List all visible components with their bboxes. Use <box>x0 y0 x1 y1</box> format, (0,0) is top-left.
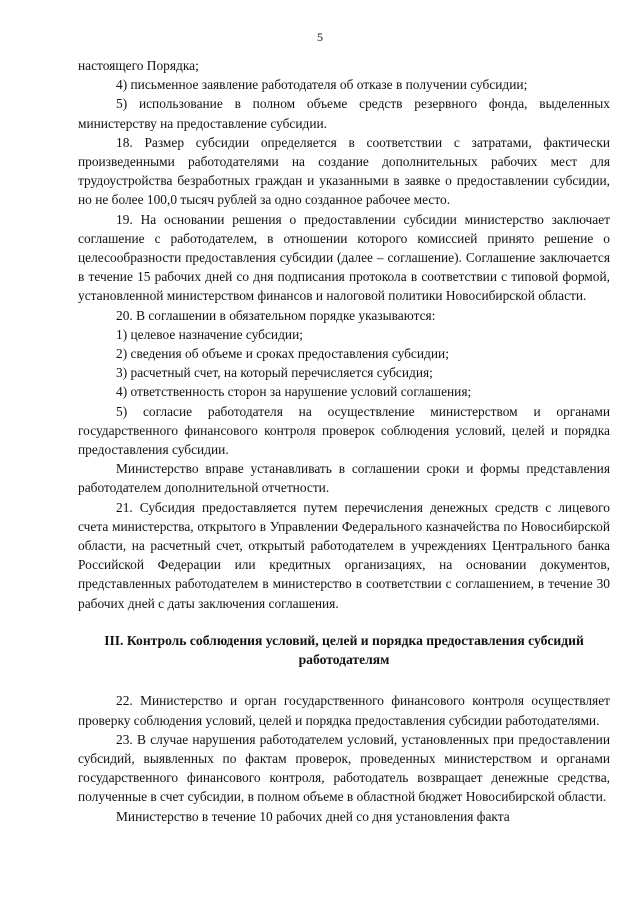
paragraph: настоящего Порядка; <box>78 58 199 73</box>
paragraphs-top <box>78 56 610 613</box>
document-body <box>78 56 610 826</box>
page-number: 5 <box>317 30 323 44</box>
paragraph: 20. В соглашении в обязательном порядке указываются: <box>116 307 436 323</box>
paragraph: 19. На основании решения о предоставлении субсидии министерство заключает соглашение с работодателем, в отношении которого комиссией принято решение о целесообразности предоставления субсидии (далее – соглашение). Соглашение заключается в течение 15 рабочих дней со дня подписания протокола в соответствии с типовой формой, установленной министерством финансов и налоговой политики Новосибирской области. <box>78 211 610 304</box>
paragraph: 21. Субсидия предоставляется путем перечисления денежных средств с лицевого счета министерства, открытого в Управлении Федерального казначейства по Новосибирской области, на расчетный счет, открытый работодателем в учреждениях Центрального банка Российской Федерации или кредитных организациях, на основании документов, представленных работодателем в министерство в соответствии с соглашением, в течение 30 рабочих дней с даты заключения соглашения. <box>78 499 610 611</box>
paragraph: 4) ответственность сторон за нарушение условий соглашения; <box>116 384 472 400</box>
paragraph: 22. Министерство и орган государственного финансового контроля осуществляет проверку соблюдения условий, целей и порядка предоставления субсидии работодателями. <box>78 693 610 728</box>
section-heading: III. Контроль соблюдения условий, целей и порядка предоставления субсидий работодателям <box>104 632 584 668</box>
paragraph: 5) согласие работодателя на осуществление министерством и органами государственного финансового контроля проверок соблюдения условий, целей и порядка предоставления субсидии. <box>78 403 610 458</box>
paragraphs-bottom <box>78 691 610 825</box>
paragraph: 5) использование в полном объеме средств резервного фонда, выделенных министерству на предоставление субсидии. <box>78 96 610 131</box>
paragraph: 2) сведения об объеме и сроках предоставления субсидии; <box>116 346 449 362</box>
paragraph: 1) целевое назначение субсидии; <box>116 326 303 342</box>
paragraph: 18. Размер субсидии определяется в соответствии с затратами, фактически произведенными работодателями на создание дополнительных рабочих мест для трудоустройства безработных граждан и указанными в заявке о предоставлении субсидии, но не более 100,0 тысяч рублей за одно созданное рабочее место. <box>78 134 610 208</box>
paragraph: 4) письменное заявление работодателя об отказе в получении субсидии; <box>116 77 528 93</box>
paragraph: 3) расчетный счет, на который перечисляется субсидия; <box>116 365 433 381</box>
paragraph: 23. В случае нарушения работодателем условий, установленных при предоставлении субсидий, выявленных по фактам проверок, проведенных министерством и органами государственного финансового контроля, работодатель возвращает денежные средства, полученные в счет субсидии, в полном объеме в областной бюджет Новосибирской области. <box>78 731 610 805</box>
paragraph: Министерство вправе устанавливать в соглашении сроки и формы представления работодателем дополнительной отчетности. <box>78 461 610 496</box>
paragraph: Министерство в течение 10 рабочих дней со дня установления факта <box>116 808 510 824</box>
